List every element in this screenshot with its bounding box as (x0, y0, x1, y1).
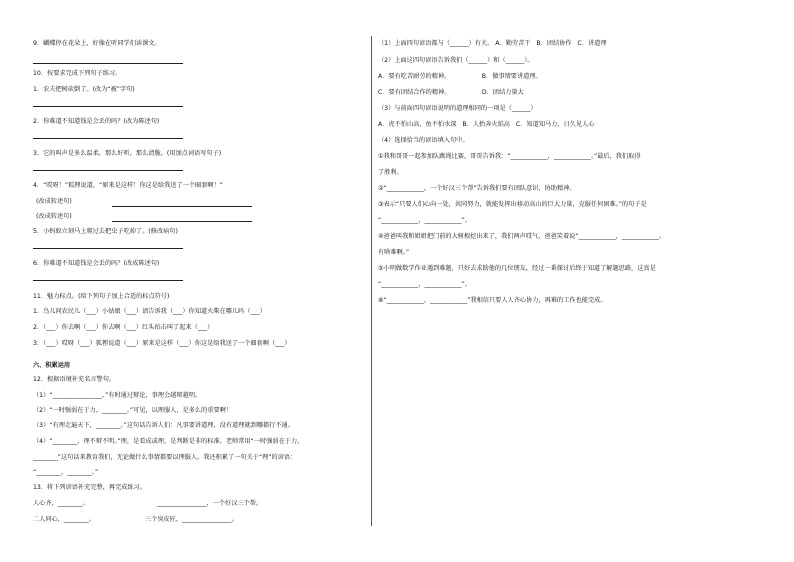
q11-2-text: 2．（___）你去啊（___）你去啊（___）红头拍击叫了起来（___） (33, 324, 214, 331)
r16-text: “____________，____________”。 (378, 281, 472, 288)
q12-3-text: （3）“有理走遍天下，________。”这句话告诉人们：凡事要讲道理，没有道理就到哪都行不通。 (33, 422, 294, 429)
r6-text: A．虎不怕山高，鱼不怕水深 B．人抬奔火焰高 C．知道知马力，日久见人心 (378, 121, 595, 128)
r7-text: （4）选择恰当的谚语填入句中。 (378, 137, 469, 144)
q10-4-text: 4．“哎呀！”狐狸说道，“原来是这样！你这是给我送了一个圈套啊！” (33, 182, 224, 189)
q12-1-text: （1）“________________。”有时通过辩论，事理会越辩越明。 (33, 392, 202, 399)
q12-title: 12．根据语境补充名言警句。 (33, 376, 116, 383)
answer-line[interactable] (33, 106, 183, 107)
q10-4-hint-b: (改成转述句) (36, 213, 72, 220)
r3-text: A．要有吃苦耐劳的精神。 B．做事情要讲道理。 (378, 73, 542, 80)
q13-row1-b: ________________，一个好汉三个帮。 (157, 500, 263, 507)
q10-title: 10．按要求完成下列句子练习。 (33, 70, 122, 77)
r13-text: ④爸爸叫我和姐姐把门前的大树根挖出来了，我们两声哎气，爸爸笑着说“____________，____________。 (378, 233, 666, 240)
answer-line[interactable] (33, 138, 183, 139)
r9-text: 了胜利。 (378, 169, 403, 176)
q11-1-text: 1．鸟儿问农民儿（___）小姑娘（___）请告诉我（___）你知道火柴在哪儿吗（___） (33, 308, 266, 315)
r15-text: ⑤小明做数学作业遇到难题，只好去求助他的几位朋友，经过一番探讨后终于知道了解题思路，这真是 (378, 265, 656, 272)
q13-row2-b: 三个臭皮匠，________________。 (145, 516, 238, 523)
q10-3-text: 3．它的叫声是多么温柔，那么好听，那么清脆。(用加点词语写句子) (33, 150, 222, 157)
section-6-heading: 六、积累运用 (33, 362, 71, 369)
q9-text: 9．蝴蝶停在花朵上，好像在听同学们读课文。 (33, 40, 161, 47)
q11-title: 11．魅力标点。(给下列句子加上合适的标点符号) (33, 293, 170, 300)
r5-text: （3）与前面四句谚语说明的道理相同的一项是（______） (378, 105, 537, 112)
r12-text: “____________，____________”。 (378, 217, 472, 224)
q13-row2-a: 二人同心，________。 (33, 516, 95, 523)
r11-text: ③表示“只要人们心向一处，共同努力，就能发挥出移动高山的巨大力量，克服任何困难。”的句子是 (378, 201, 647, 208)
q10-5-text: 5．小蚂蚁立刻马上爬过去把虫子吃掉了。(修改病句) (33, 228, 178, 235)
column-divider (371, 36, 372, 526)
answer-line[interactable] (112, 206, 252, 207)
q10-1-text: 1．农夫把树砍倒了。(改为“被”字句) (33, 86, 135, 93)
q12-2-text: （2）“一时强弱在于力，________。”可见，以理服人，是多么的重要啊！ (33, 407, 233, 414)
q10-4-hint-a: (改成转述句) (36, 198, 72, 205)
q13-title: 13．将下列谚语补充完整，再完成练习。 (33, 484, 147, 491)
r4-text: C．要有团结合作的精神。 D．团结力量大 (378, 89, 524, 96)
answer-line[interactable] (33, 63, 183, 64)
q10-2-text: 2．你难道不知道钱是会丢的吗？(改为陈述句) (33, 118, 160, 125)
q11-3-text: 3．（___）哎呀（___）狐狸说道（___）原来是这样（___）你这是给我送了一个圈套啊（___） (33, 340, 291, 347)
r1-text: （1）上面四句谚语都与（______）有关。 A．勤劳苦干 B．团结协作 C．讲道理 (378, 40, 607, 47)
q12-4-text: （4）“________，理不辩不明。”理，是看成或理，是判断是非的标准。老师常用“一时强弱在于力， (33, 438, 304, 445)
r2-text: （2）上面这四句谚语告诉我们（______）和（______）。 (378, 57, 534, 64)
r17-text: ⑥“____________，____________”我相信只要人人齐心协力，再难的工作也能完成。 (378, 297, 607, 304)
q10-6-text: 6．你难道不知道钱是会丢的吗？(改成陈述句) (33, 260, 160, 267)
q12-4-text-b: ________”这句话来教育我们，无论做什么事情都要以理服人。我还积累了一句关于“理”的谚语： (33, 454, 297, 461)
q13-row1-a: 人心齐，________。 (33, 500, 89, 507)
q12-4-text-c: “________，________。” (33, 469, 99, 476)
answer-line[interactable] (33, 170, 183, 171)
answer-line[interactable] (33, 248, 183, 249)
answer-line[interactable] (33, 280, 183, 281)
r14-text: 有啥难啊。” (378, 249, 410, 256)
answer-line[interactable] (112, 221, 252, 222)
r10-text: ②“____________，一个好汉三个帮”告诉我们要有团队意识，协助精神。 (378, 185, 576, 192)
r8-text: ①我和哥哥一起参加队跳绳比赛，哥哥告诉我：“____________，____________。”最后，我们取得 (378, 153, 641, 160)
